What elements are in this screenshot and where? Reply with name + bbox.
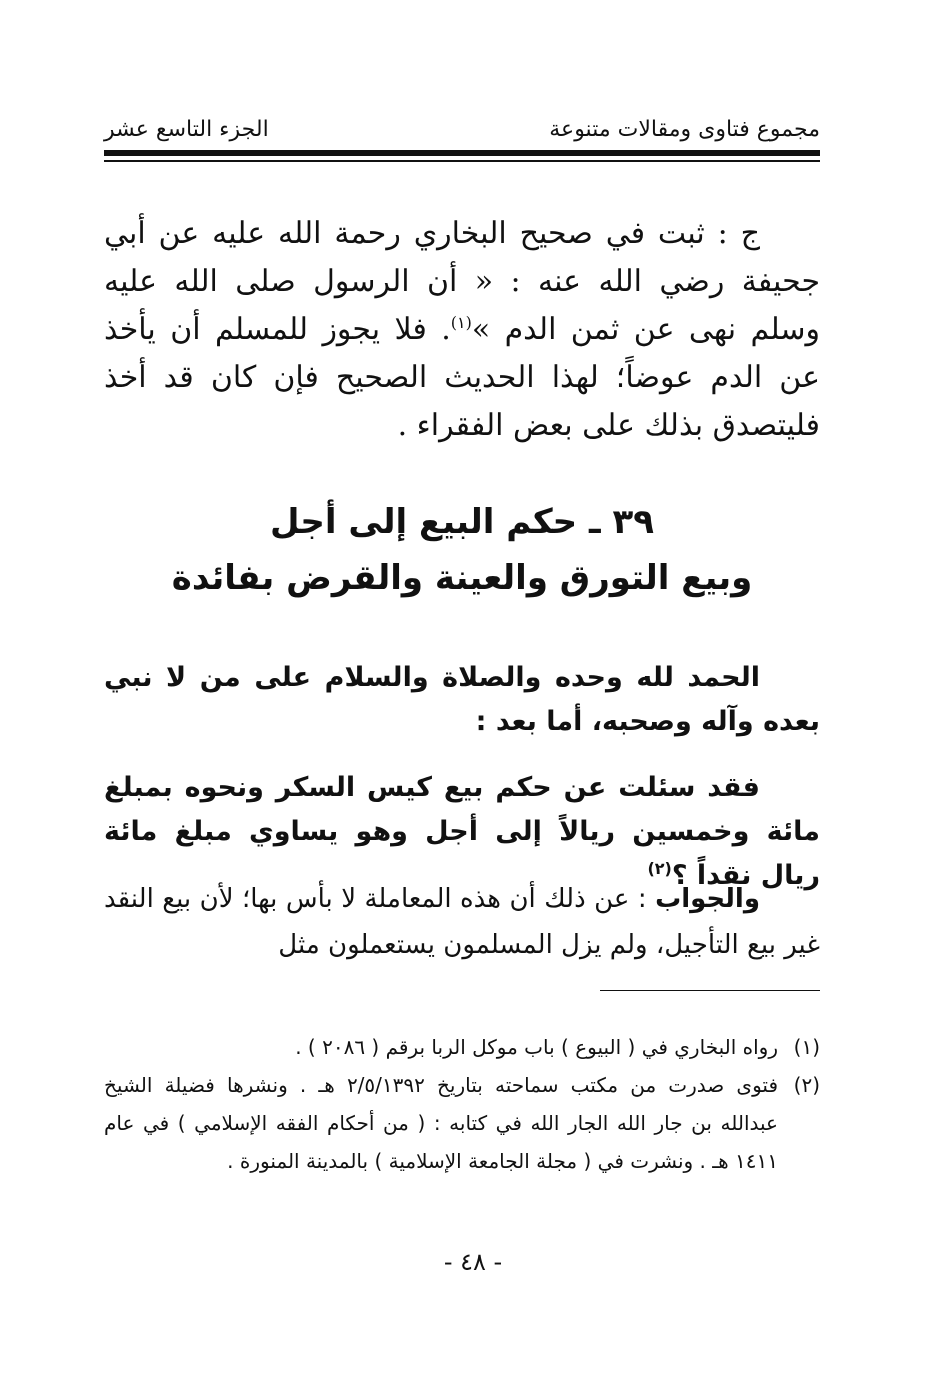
footnotes [104, 1028, 820, 1180]
footnote-ref-2: (٢) [647, 859, 672, 878]
intro-paragraph: الحمد لله وحده والصلاة والسلام على من لا نبي بعده وآله وصحبه، أما بعد : [104, 662, 820, 737]
footnote-item [104, 1028, 820, 1066]
response-lead: والجواب [655, 884, 760, 914]
footnote-separator [600, 990, 820, 991]
response-paragraph [104, 876, 820, 968]
section-title-line1: ٣٩ ـ حكم البيع إلى أجل [270, 502, 654, 542]
book-title: مجموع فتاوى ومقالات متنوعة [549, 116, 820, 142]
footnote-text: فتوى صدرت من مكتب سماحته بتاريخ ٢/٥/١٣٩٢ هـ . ونشرها فضيلة الشيخ عبدالله بن جار الله الجار الله في كتابه : ( من أحكام الفقه الإسلامي ) في عام ١٤١١ هـ . ونشرت في ( مجلة الجامعة الإسلامية ) بالمدينة المنورة . [104, 1073, 778, 1173]
page-number: - ٤٨ - [443, 1248, 503, 1276]
footnote-item [104, 1066, 820, 1180]
footnote-number: (١) [793, 1035, 820, 1059]
section-title [104, 494, 820, 606]
header-rule-thin [104, 160, 820, 162]
running-header [104, 108, 820, 150]
footnote-ref-1: (١) [450, 313, 472, 332]
footnote-text: رواه البخاري في ( البيوع ) باب موكل الربا برقم ( ٢٠٨٦ ) . [295, 1035, 778, 1059]
answer-text: ج : ثبت في صحيح البخاري رحمة الله عليه عن أبي جحيفة رضي الله عنه : « أن الرسول صلى الله عليه وسلم نهى عن ثمن الدم » [104, 216, 820, 347]
volume-label: الجزء التاسع عشر [104, 116, 269, 142]
response-text: : عن ذلك أن هذه المعاملة لا بأس بها؛ لأن بيع النقد غير بيع التأجيل، ولم يزل المسلمون يستعملون مثل [104, 884, 820, 960]
section-title-line2: وبيع التورق والعينة والقرض بفائدة [171, 558, 753, 598]
previous-answer [104, 210, 820, 450]
answer-continuation: . فلا يجوز للمسلم أن يأخذ عن الدم عوضاً؛ لهذا الحديث الصحيح فإن كان قد أخذ فليتصدق بذلك على بعض الفقراء . [104, 312, 820, 443]
footnote-number: (٢) [793, 1073, 820, 1097]
question-text: فقد سئلت عن حكم بيع كيس السكر ونحوه بمبلغ مائة وخمسين ريالاً إلى أجل وهو يساوي مبلغ مائة ريال نقداً ؟ [104, 772, 820, 891]
header-rule-thick [104, 150, 820, 156]
